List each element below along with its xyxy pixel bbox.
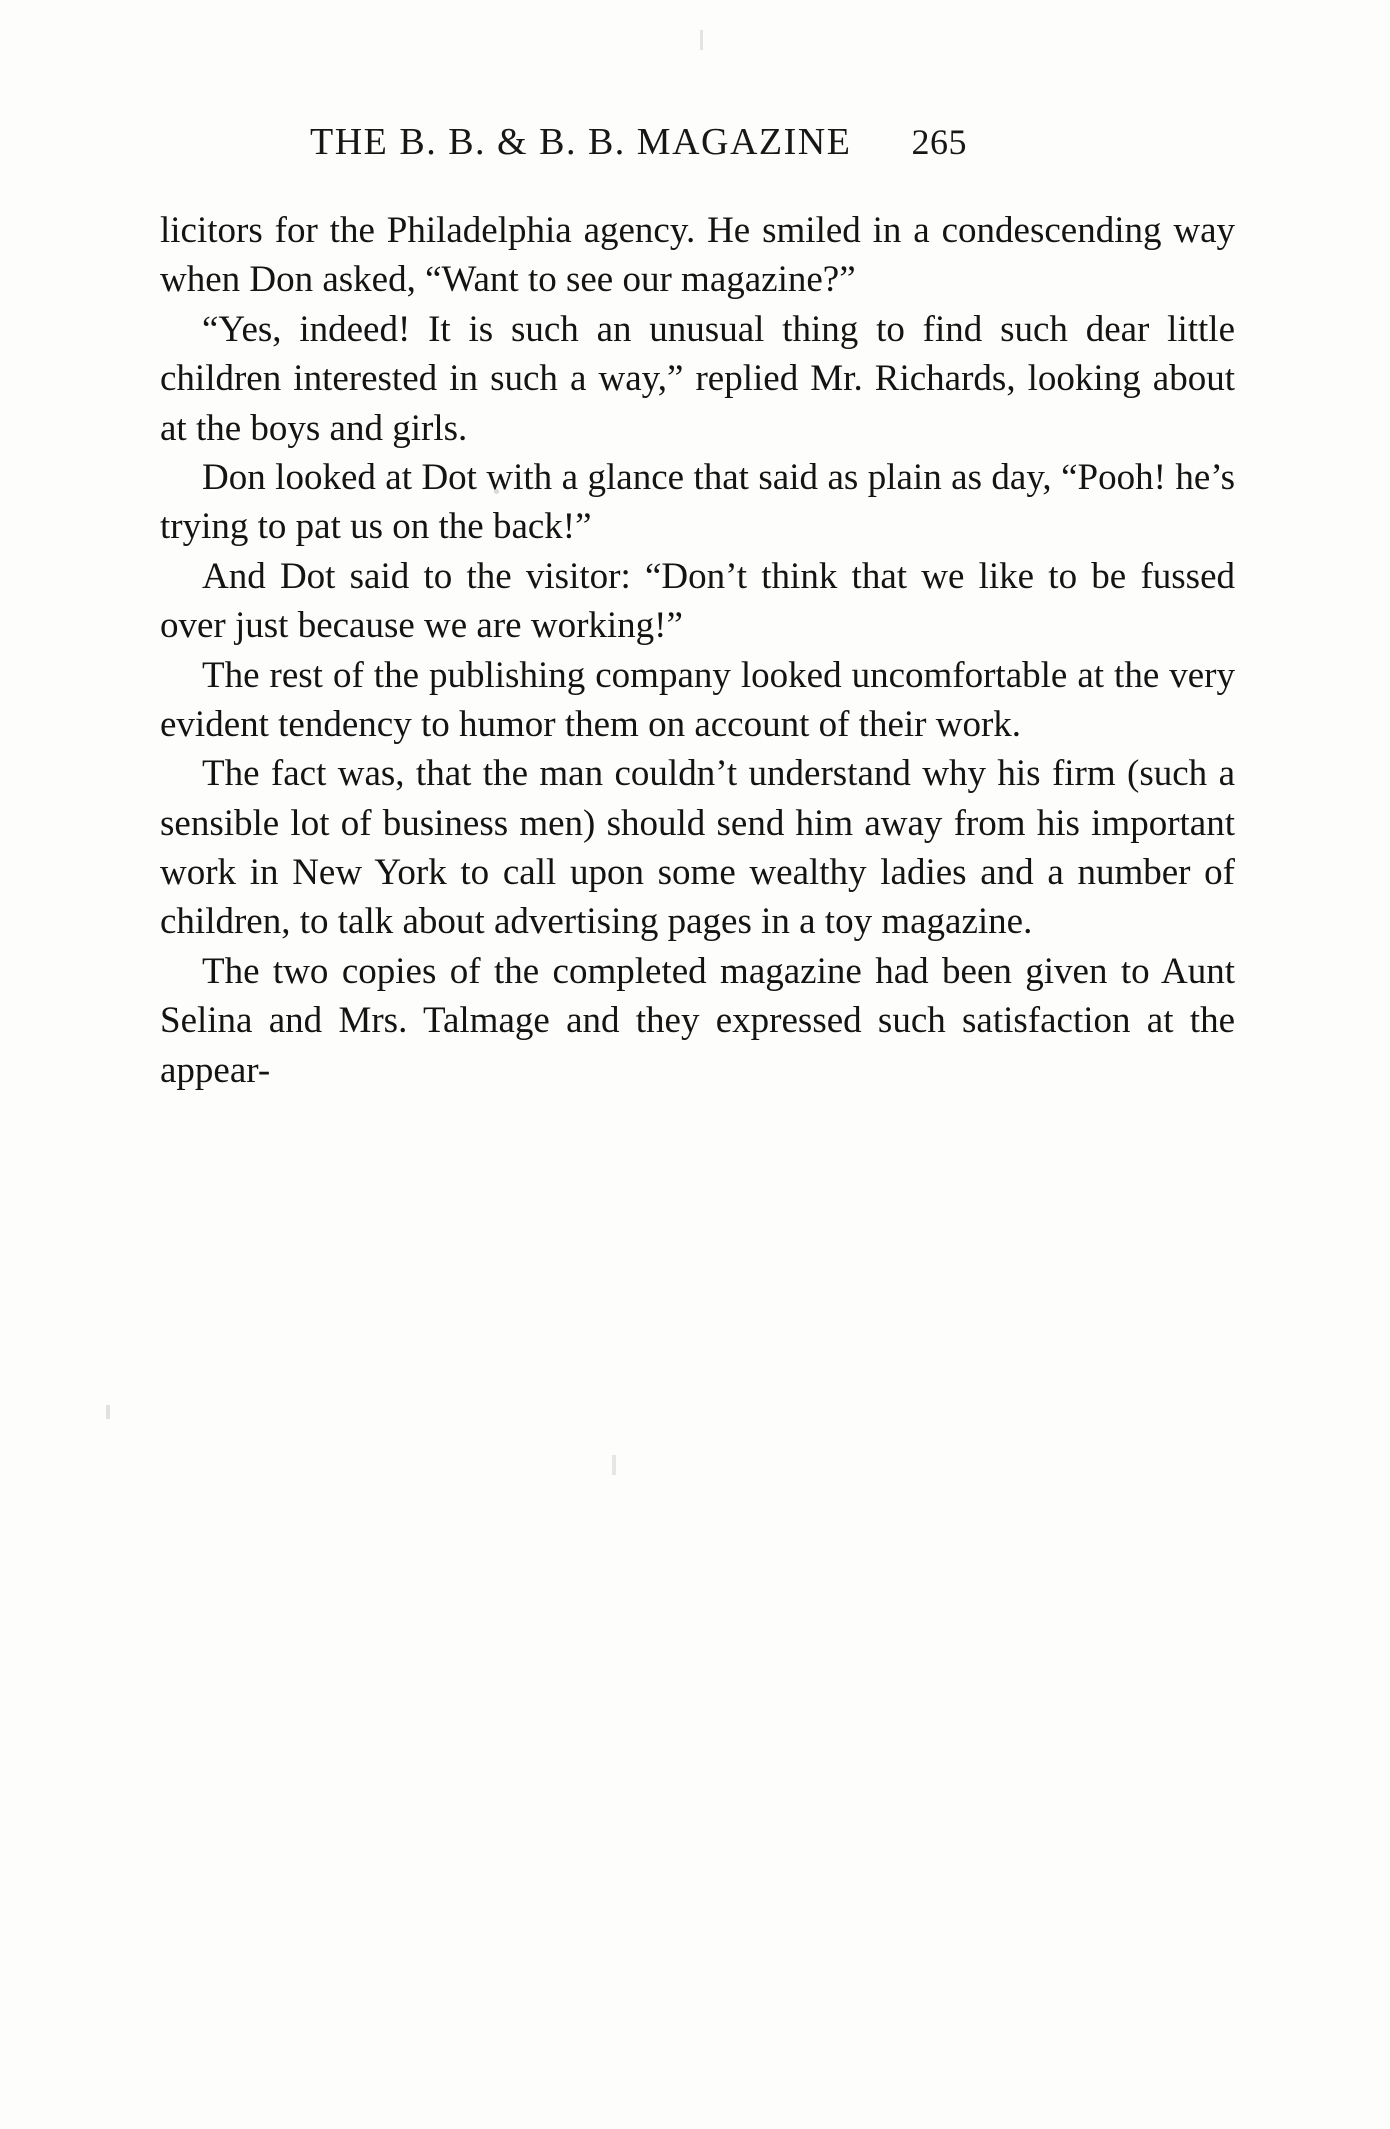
page-content <box>160 120 1235 1095</box>
paragraph: The two copies of the completed magazine had been given to Aunt Selina and Mrs. Talmage and they expressed such satisfaction at the appear- <box>160 950 1235 1091</box>
paragraph: “Yes, indeed! It is such an unusual thing to find such dear little children interested in such a way,” replied Mr. Richards, looking about at the boys and girls. <box>160 308 1235 449</box>
body-text <box>160 206 1235 1095</box>
page-speck-top <box>700 30 703 50</box>
page-speck-middle <box>612 1455 616 1475</box>
paragraph: The fact was, that the man couldn’t understand why his firm (such a sensible lot of business men) should send him away from his important work in New York to call upon some wealthy ladies and a number of children, to talk about advertising pages in a toy magazine. <box>160 753 1235 943</box>
paragraph: Don looked at Dot with a glance that said as plain as day, “Pooh! he’s trying to pat us on the back!” <box>160 456 1235 548</box>
page-number: 265 <box>911 122 967 162</box>
paragraph: The rest of the publishing company looked uncomfortable at the very evident tendency to humor them on account of their work. <box>160 654 1235 745</box>
paragraph: licitors for the Philadelphia agency. He smiled in a condescending way when Don asked, “Want to see our magazine?” <box>160 210 1235 301</box>
running-head-title: THE B. B. & B. B. MAGAZINE <box>310 121 852 163</box>
page-speck-left-margin <box>106 1405 110 1419</box>
running-head <box>160 120 1235 164</box>
paragraph: And Dot said to the visitor: “Don’t think that we like to be fussed over just because we are working!” <box>160 555 1235 647</box>
